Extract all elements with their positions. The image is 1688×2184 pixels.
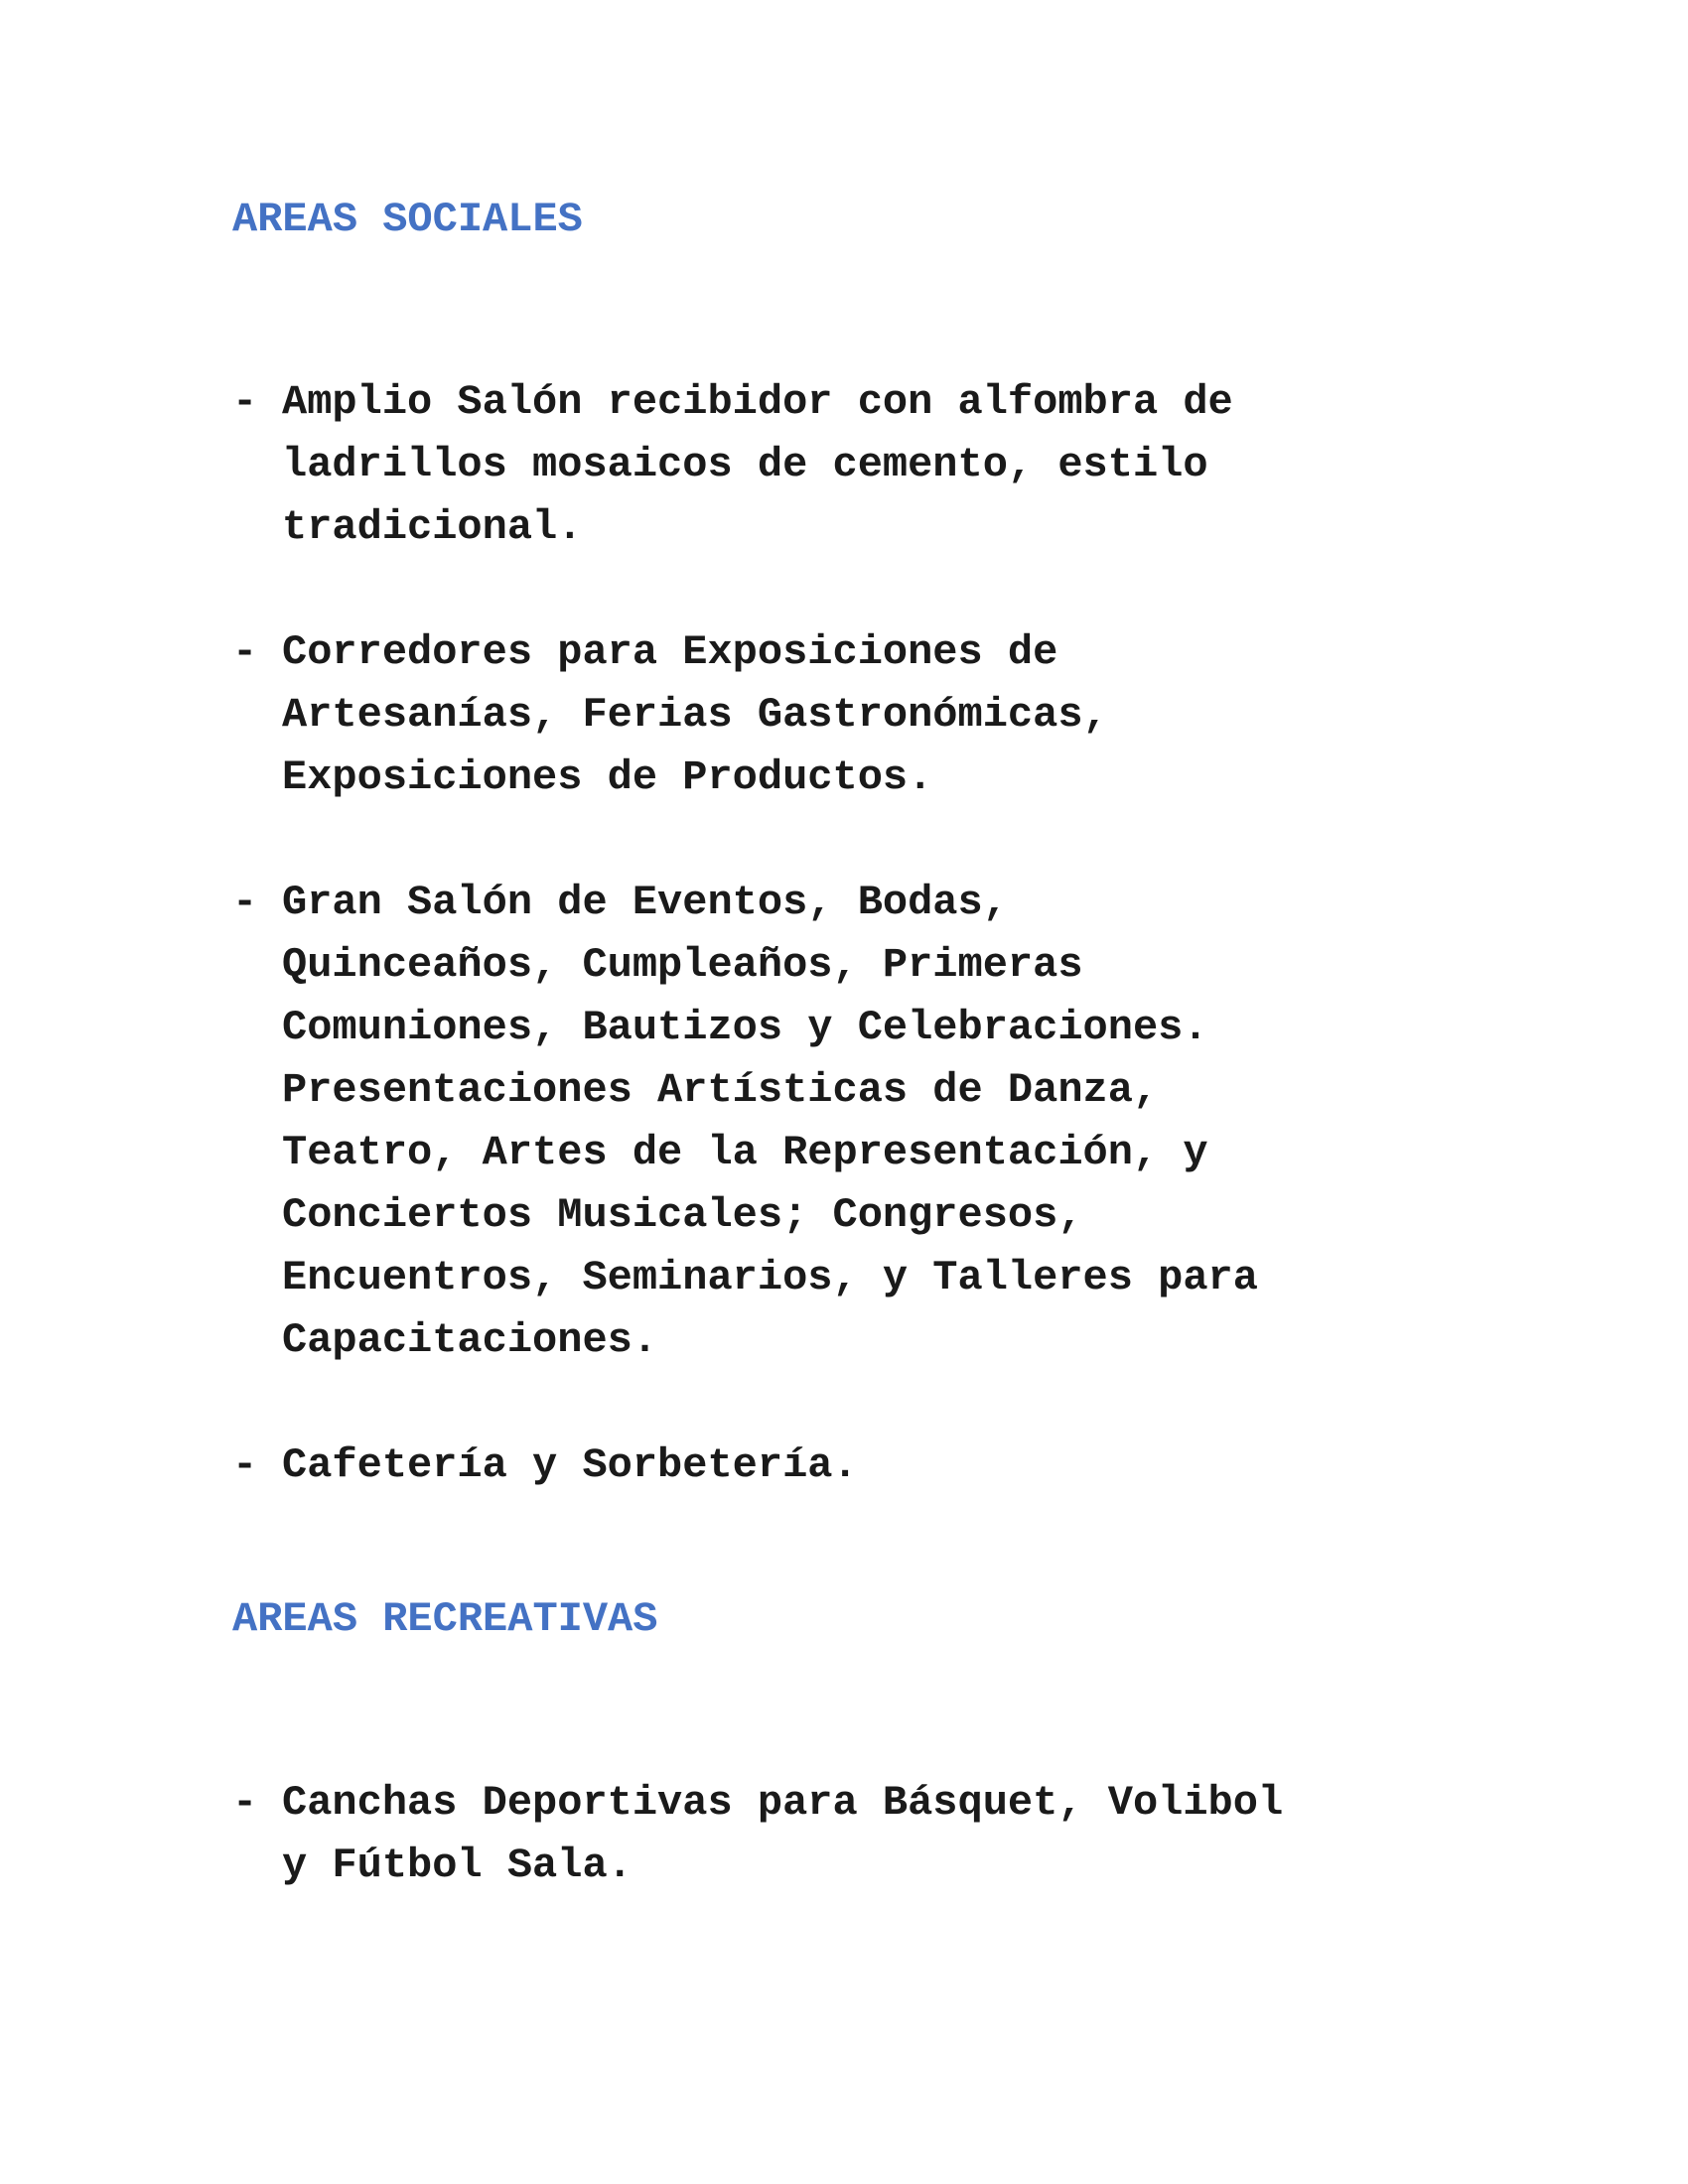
text-line: Teatro, Artes de la Representación, y — [282, 1129, 1208, 1176]
text-line: Canchas Deportivas para Básquet, Volibol — [282, 1779, 1284, 1827]
list-marker: - — [232, 879, 258, 926]
text-line: y Fútbol Sala. — [282, 1842, 633, 1889]
text-line: tradicional. — [282, 503, 583, 551]
list-marker: - — [232, 1779, 258, 1827]
text-line: Capacitaciones. — [282, 1316, 658, 1364]
text-line: Conciertos Musicales; Congresos, — [282, 1191, 1083, 1239]
list-item-text — [282, 1434, 858, 1497]
text-line: Comuniones, Bautizos y Celebraciones. — [282, 1004, 1208, 1051]
text-line: Amplio Salón recibidor con alfombra de — [282, 378, 1233, 426]
text-line: Cafetería y Sorbetería. — [282, 1441, 858, 1489]
list-item-text — [282, 371, 1233, 559]
list-marker: - — [232, 378, 258, 426]
list-item-text — [282, 872, 1258, 1372]
text-line: Gran Salón de Eventos, Bodas, — [282, 879, 1008, 926]
list-marker: - — [232, 628, 258, 676]
section-heading-areas-sociales: AREAS SOCIALES — [232, 196, 583, 243]
list-marker: - — [232, 1441, 258, 1489]
text-line: ladrillos mosaicos de cemento, estilo — [282, 441, 1208, 488]
section-heading-areas-recreativas: AREAS RECREATIVAS — [232, 1595, 658, 1643]
text-line: Encuentros, Seminarios, y Talleres para — [282, 1254, 1258, 1301]
text-line: Corredores para Exposiciones de — [282, 628, 1058, 676]
list-item-text — [282, 1772, 1283, 1897]
text-line: Exposiciones de Productos. — [282, 753, 933, 801]
text-line: Presentaciones Artísticas de Danza, — [282, 1066, 1159, 1114]
list-item-text — [282, 621, 1108, 809]
text-line: Quinceaños, Cumpleaños, Primeras — [282, 941, 1083, 989]
text-line: Artesanías, Ferias Gastronómicas, — [282, 691, 1108, 739]
